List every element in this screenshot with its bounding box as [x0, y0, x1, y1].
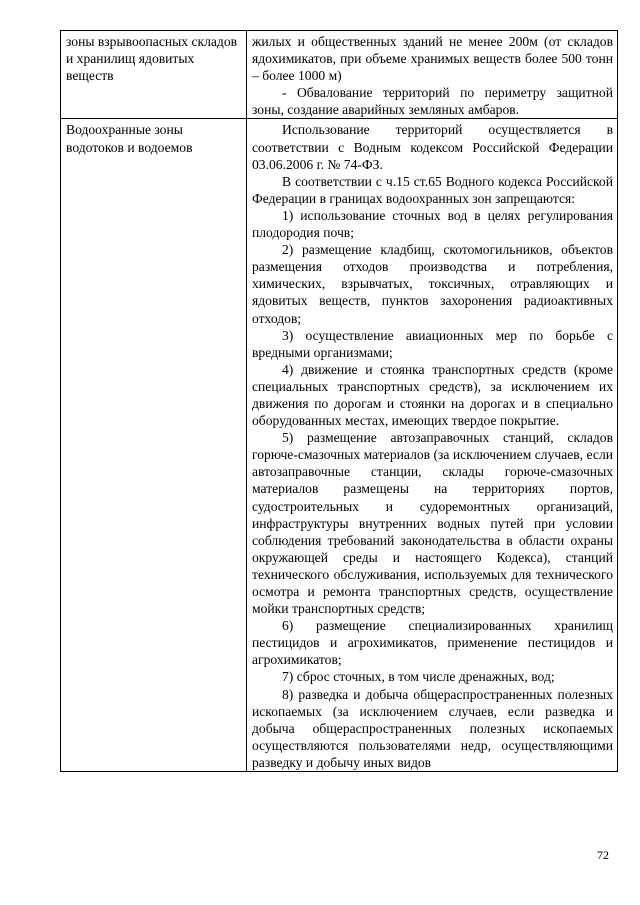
table-row: [61, 31, 618, 119]
page-number: 72: [597, 848, 609, 862]
zone-name-cell: [61, 31, 247, 119]
regulation-paragraph: - Обвалование территорий по периметру защитной зоны, создание аварийных земляных амбаров.: [252, 85, 613, 118]
zone-name: Водоохранные зоны водотоков и водоемов: [66, 122, 193, 155]
regulation-paragraph: Использование территорий осуществляется в соответствии с Водным кодексом Российской Федерации 03.06.2006 г. № 74-ФЗ.: [252, 122, 613, 172]
zones-table: [60, 30, 618, 772]
regulation-paragraph: жилых и общественных зданий не менее 200м (от складов ядохимикатов, при объеме хранимых веществ более 500 тонн – более 1000 м): [252, 34, 613, 84]
regulation-paragraph: 1) использование сточных вод в целях регулирования плодородия почв;: [252, 207, 613, 241]
regulation-paragraph: 6) размещение специализированных хранилищ пестицидов и агрохимикатов, применение пестицидов и агрохимикатов;: [252, 618, 613, 668]
zone-name: зоны взрывоопасных складов и хранилищ ядовитых веществ: [66, 34, 238, 84]
regulation-paragraph: 5) размещение автозаправочных станций, складов горюче-смазочных материалов (за исключением случаев, если автозаправочные станции, склады горюче-смазочных материалов размещены на территориях портов, судостроительных и судоремонтных организаций, инфраструктуры внутренних водных путей при условии соблюдения требований законодательства в области охраны окружающей среды и настоящего Кодекса), станций технического обслуживания, используемых для технического осмотра и ремонта транспортных средств, осуществление мойки транспортных средств;: [252, 430, 613, 617]
table-row: [61, 119, 618, 772]
regulation-paragraph: 4) движение и стоянка транспортных средств (кроме специальных транспортных средств), за исключением их движения по дорогам и стоянки на дорогах и в специально оборудованных местах, имеющих твердое покрытие.: [252, 361, 613, 429]
zone-regulation-cell: [247, 31, 618, 119]
regulation-paragraph: В соответствии с ч.15 ст.65 Водного кодекса Российской Федерации в границах водоохранных зон запрещаются:: [252, 173, 613, 206]
zone-name-cell: [61, 119, 247, 772]
regulation-paragraph: 8) разведка и добыча общераспространенных полезных ископаемых (за исключением случаев, если разведка и добыча общераспространенных полезных ископаемых осуществляются пользователями недр, осуществляющими разведку и добычу иных видов: [252, 686, 613, 770]
regulation-paragraph: 2) размещение кладбищ, скотомогильников, объектов размещения отходов производства и потребления, химических, взрывчатых, токсичных, отравляющих и ядовитых веществ, пунктов захоронения радиоактивных отходов;: [252, 242, 613, 326]
regulation-paragraph: 7) сброс сточных, в том числе дренажных, вод;: [282, 669, 555, 685]
regulation-paragraph: 3) осуществление авиационных мер по борьбе с вредными организмами;: [252, 327, 613, 360]
zone-regulation-cell: [247, 119, 618, 772]
